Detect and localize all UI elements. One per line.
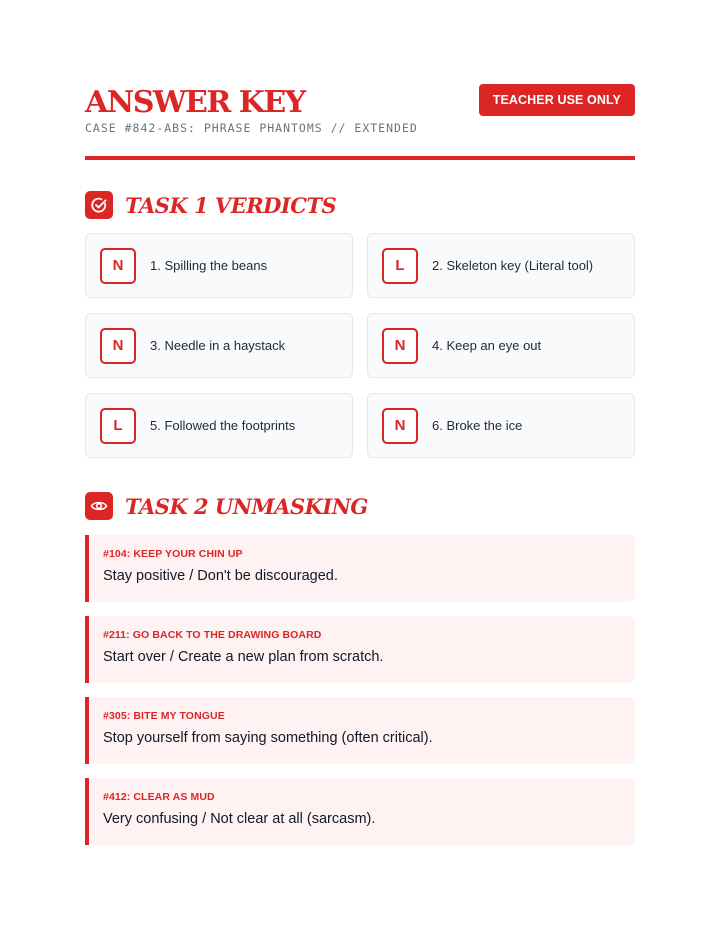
verdict-card	[85, 393, 353, 458]
answer-list	[85, 535, 635, 859]
answer-text: Very confusing / Not clear at all (sarcasm).	[103, 811, 376, 827]
task2-header	[85, 492, 368, 520]
verdict-letter: L	[382, 248, 418, 284]
check-circle-icon	[85, 191, 113, 219]
answer-item	[85, 778, 635, 845]
verdict-label: 3. Needle in a haystack	[150, 338, 286, 353]
task1-header	[85, 191, 336, 219]
verdict-letter: L	[100, 408, 136, 444]
answer-code: #412: CLEAR AS MUD	[103, 791, 215, 803]
answer-code: #104: KEEP YOUR CHIN UP	[103, 548, 243, 560]
task1-title: TASK 1 VERDICTS	[125, 192, 337, 218]
verdict-label: 5. Followed the footprints	[150, 418, 296, 433]
header	[85, 84, 635, 160]
answer-text: Stop yourself from saying something (often critical).	[103, 730, 433, 746]
verdict-letter: N	[382, 328, 418, 364]
verdict-label: 4. Keep an eye out	[432, 338, 542, 353]
verdict-card	[367, 233, 635, 298]
verdict-card	[85, 313, 353, 378]
verdict-card	[367, 313, 635, 378]
answer-code: #211: GO BACK TO THE DRAWING BOARD	[103, 629, 322, 641]
answer-item	[85, 616, 635, 683]
verdict-label: 1. Spilling the beans	[150, 258, 268, 273]
answer-item	[85, 535, 635, 602]
answer-item	[85, 697, 635, 764]
case-subtitle: CASE #842-ABS: PHRASE PHANTOMS // EXTENDED	[85, 121, 418, 135]
task2-title: TASK 2 UNMASKING	[125, 493, 368, 519]
verdict-grid	[85, 233, 635, 458]
eye-icon	[85, 492, 113, 520]
verdict-label: 2. Skeleton key (Literal tool)	[432, 258, 594, 273]
verdict-card	[367, 393, 635, 458]
page-title: ANSWER KEY	[85, 85, 305, 120]
answer-code: #305: BITE MY TONGUE	[103, 710, 225, 722]
answer-text: Start over / Create a new plan from scratch.	[103, 649, 384, 665]
verdict-card	[85, 233, 353, 298]
answer-key-page	[85, 84, 635, 827]
verdict-letter: N	[100, 248, 136, 284]
verdict-letter: N	[382, 408, 418, 444]
answer-text: Stay positive / Don't be discouraged.	[103, 568, 338, 584]
verdict-letter: N	[100, 328, 136, 364]
teacher-use-badge: TEACHER USE ONLY	[479, 84, 635, 116]
verdict-label: 6. Broke the ice	[432, 418, 523, 433]
